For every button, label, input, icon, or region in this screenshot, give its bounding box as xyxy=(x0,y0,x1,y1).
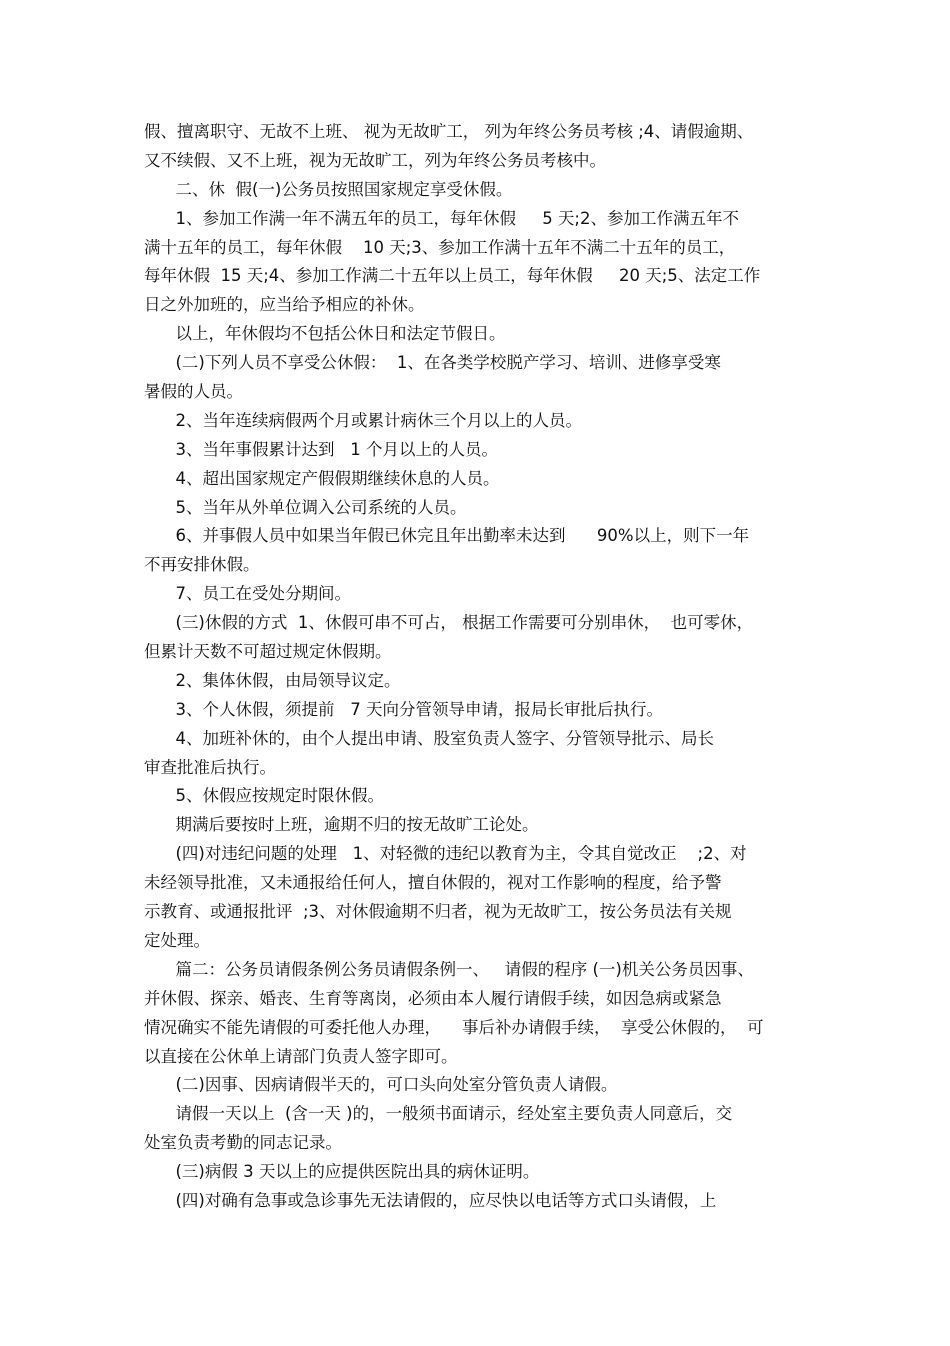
text-line: 未经领导批准，又未通报给任何人，擅自休假的，视对工作影响的程度，给予警 xyxy=(144,873,722,893)
text-line: (四)对违纪问题的处理 1、对轻微的违纪以教育为主，令其自觉改正 ;2、对 xyxy=(144,844,747,864)
document-body xyxy=(144,118,814,1216)
text-line: 2、当年连续病假两个月或累计病休三个月以上的人员。 xyxy=(144,410,582,430)
text-line: 以直接在公休单上请部门负责人签字即可。 xyxy=(144,1046,458,1066)
text-line: 定处理。 xyxy=(144,930,210,950)
text-line: (四)对确有急事或急诊事先无法请假的，应尽快以电话等方式口头请假，上 xyxy=(144,1190,717,1210)
text-line: 并休假、探亲、婚丧、生育等离岗，必须由本人履行请假手续，如因急病或紧急 xyxy=(144,988,722,1008)
text-line: 4、超出国家规定产假假期继续休息的人员。 xyxy=(144,468,500,488)
text-line: 不再安排休假。 xyxy=(144,555,260,575)
text-line: 每年休假 15 天;4、参加工作满二十五年以上员工，每年休假 20 天;5、法定工作 xyxy=(144,266,761,286)
text-line: (二)因事、因病请假半天的，可口头向处室分管负责人请假。 xyxy=(144,1075,618,1095)
text-line: 审查批准后执行。 xyxy=(144,757,276,777)
text-line: 期满后要按时上班，逾期不归的按无故旷工论处。 xyxy=(144,815,539,835)
text-line: 5、休假应按规定时限休假。 xyxy=(144,786,384,806)
text-line: 日之外加班的，应当给予相应的补休。 xyxy=(144,295,425,315)
text-line: (三)休假的方式 1、休假可串不可占， 根据工作需要可分别串休， 也可零休， xyxy=(144,613,754,633)
text-line: 3、个人休假，须提前 7 天向分管领导申请，报局长审批后执行。 xyxy=(144,699,663,719)
text-line: 处室负责考勤的同志记录。 xyxy=(144,1133,342,1153)
text-line: 3、当年事假累计达到 1 个月以上的人员。 xyxy=(144,439,498,459)
text-line: 6、并事假人员中如果当年假已休完且年出勤率未达到 90%以上，则下一年 xyxy=(144,526,750,546)
text-line: 请假一天以上 (含一天 )的，一般须书面请示，经处室主要负责人同意后，交 xyxy=(144,1104,733,1124)
text-line: 5、当年从外单位调入公司系统的人员。 xyxy=(144,497,467,517)
text-line: 暑假的人员。 xyxy=(144,382,243,402)
text-line: 又不续假、又不上班，视为无故旷工，列为年终公务员考核中。 xyxy=(144,150,606,170)
text-line: 满十五年的员工，每年休假 10 天;3、参加工作满十五年不满二十五年的员工， xyxy=(144,237,736,257)
text-line: 篇二：公务员请假条例公务员请假条例一、 请假的程序 (一)机关公务员因事、 xyxy=(144,959,754,979)
text-line: (二)下列人员不享受公休假： 1、在各类学校脱产学习、培训、进修享受寒 xyxy=(144,353,721,373)
text-line: 1、参加工作满一年不满五年的员工，每年休假 5 天;2、参加工作满五年不 xyxy=(144,208,739,228)
text-line: 示教育、或通报批评 ;3、对休假逾期不归者，视为无故旷工，按公务员法有关规 xyxy=(144,902,732,922)
text-line: 4、加班补休的，由个人提出申请、股室负责人签字、分管领导批示、局长 xyxy=(144,728,714,748)
text-line: 7、员工在受处分期间。 xyxy=(144,584,351,604)
text-line: 但累计天数不可超过规定休假期。 xyxy=(144,642,392,662)
text-line: 假、擅离职守、无故不上班、 视为无故旷工， 列为年终公务员考核 ;4、请假逾期、 xyxy=(144,122,754,141)
text-line: 二、休 假(一)公务员按照国家规定享受休假。 xyxy=(144,179,513,199)
text-line: 情况确实不能先请假的可委托他人办理， 事后补办请假手续， 享受公休假的， 可 xyxy=(144,1017,764,1037)
text-line: 以上，年休假均不包括公休日和法定节假日。 xyxy=(144,324,506,344)
text-line: (三)病假 3 天以上的应提供医院出具的病休证明。 xyxy=(144,1162,540,1182)
text-line: 2、集体休假，由局领导议定。 xyxy=(144,670,401,690)
